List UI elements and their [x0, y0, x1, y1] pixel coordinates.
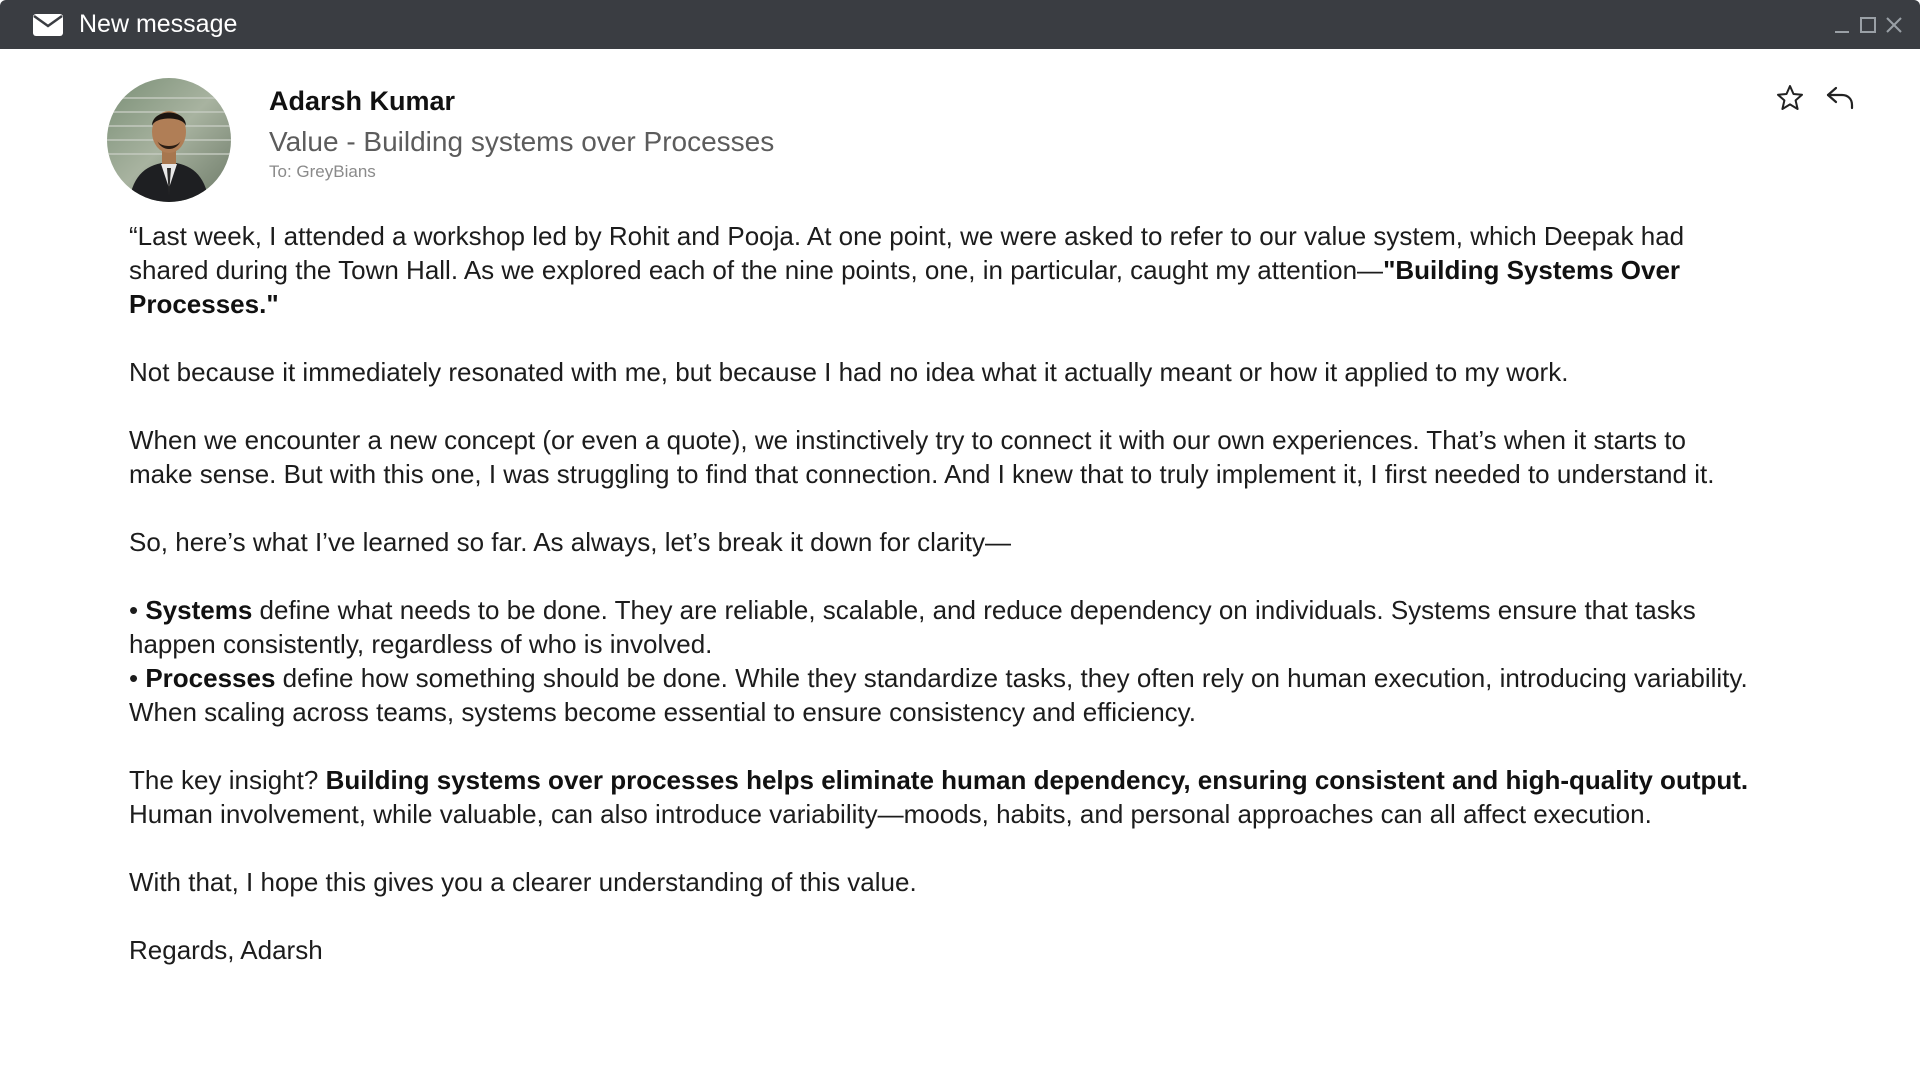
- bullet-marker: •: [129, 595, 146, 625]
- body-text: The key insight?: [129, 765, 326, 795]
- email-body: [129, 219, 1749, 1001]
- bullet-term: Systems: [145, 595, 253, 625]
- to-label: To:: [269, 162, 297, 181]
- star-icon[interactable]: [1774, 82, 1806, 114]
- body-bold-text: Building systems over processes helps eliminate human dependency, ensuring consistent and high-quality output.: [325, 765, 1749, 795]
- bullet-text: define how something should be done. While they standardize tasks, they often rely on human execution, introducing variability. When scaling across teams, systems become essential to ensure consistency and efficiency.: [129, 663, 1748, 727]
- body-text: “Last week, I attended a workshop led by Rohit and Pooja. At one point, we were asked to refer to our value system, which Deepak had shared during the Town Hall. As we explored each of the nine points, one, in particular, caught my attention—: [129, 221, 1685, 285]
- maximize-icon[interactable]: [1858, 15, 1878, 35]
- body-paragraph: Not because it immediately resonated with me, but because I had no idea what it actually meant or how it applied to my work.: [129, 357, 1569, 387]
- recipient-line: [269, 162, 376, 182]
- body-paragraph: With that, I hope this gives you a clearer understanding of this value.: [129, 867, 917, 897]
- body-paragraph: [129, 219, 1749, 321]
- bullet-text: define what needs to be done. They are reliable, scalable, and reduce dependency on individuals. Systems ensure that tasks happen consistently, regardless of who is involved.: [129, 595, 1696, 659]
- email-subject: Value - Building systems over Processes: [269, 126, 775, 157]
- bullet-item-processes: [129, 661, 1749, 729]
- body-paragraph: [129, 763, 1749, 831]
- close-icon[interactable]: [1884, 15, 1904, 35]
- signature: Regards, Adarsh: [129, 935, 323, 965]
- to-recipient: GreyBians: [296, 162, 376, 181]
- sender-name: Adarsh Kumar: [269, 86, 456, 116]
- bullet-item-systems: [129, 593, 1749, 661]
- body-bold-text: "Building Systems Over Processes.": [129, 255, 1681, 319]
- body-text: Human involvement, while valuable, can also introduce variability—moods, habits, and personal approaches can all affect execution.: [129, 799, 1652, 829]
- body-paragraph: When we encounter a new concept (or even a quote), we instinctively try to connect it with our own experiences. That’s when it starts to make sense. But with this one, I was struggling to find that connection. And I knew that to truly implement it, I first needed to understand it.: [129, 425, 1715, 489]
- bullet-marker: •: [129, 663, 146, 693]
- message-actions: [1774, 82, 1856, 114]
- minimize-icon[interactable]: [1832, 15, 1852, 35]
- window-controls: [1832, 14, 1904, 36]
- body-paragraph: So, here’s what I’ve learned so far. As always, let’s break it down for clarity—: [129, 527, 1012, 557]
- avatar: [107, 78, 231, 202]
- reply-icon[interactable]: [1824, 82, 1856, 114]
- window-title: New message: [79, 10, 238, 38]
- title-bar: [0, 0, 1920, 49]
- avatar-photo: [107, 78, 231, 202]
- mail-icon: [33, 14, 63, 36]
- bullet-term: Processes: [145, 663, 276, 693]
